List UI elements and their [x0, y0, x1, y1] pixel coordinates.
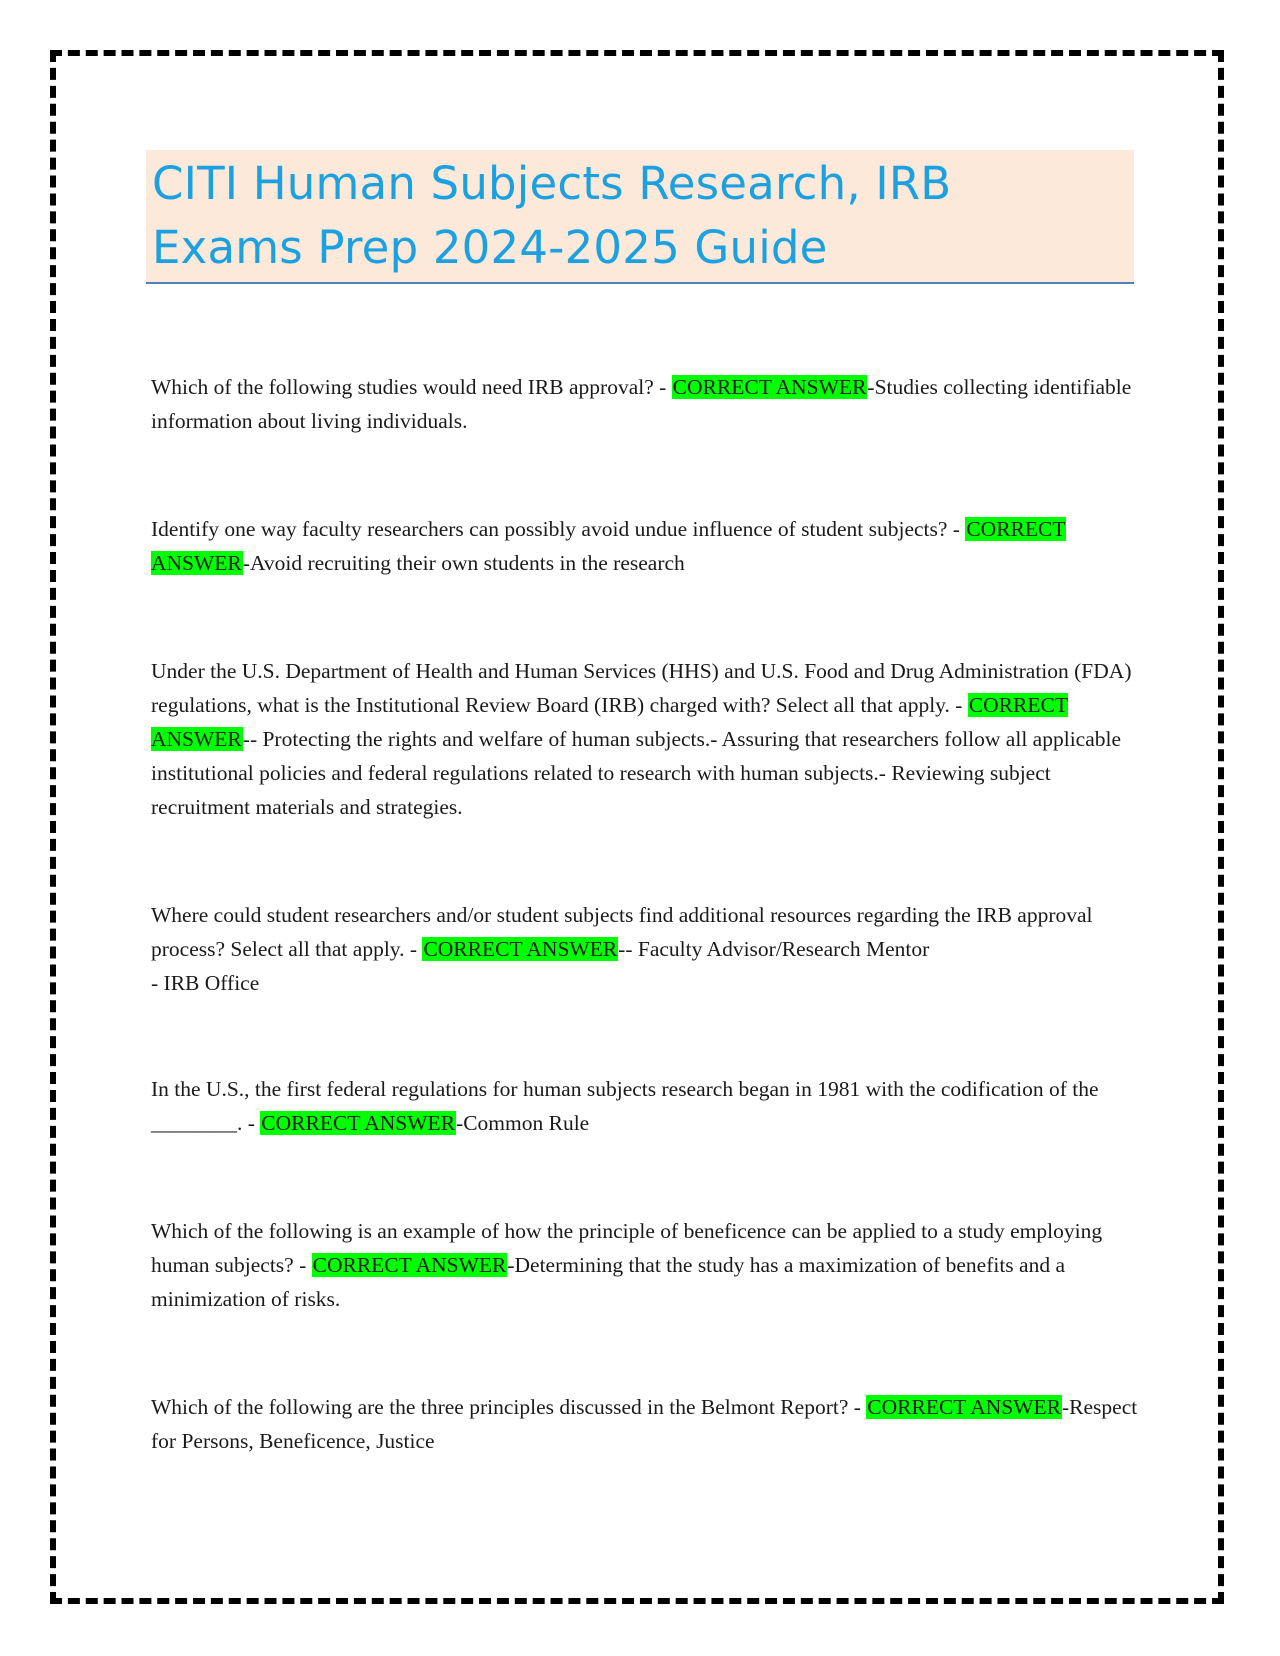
qa-item-3	[151, 654, 1141, 824]
answer-text: -- Protecting the rights and welfare of human subjects.- Assuring that researchers follow all applicable institutional policies and federal regulations related to research with human subjects.- Reviewing subject recruitment materials and strategies.	[151, 727, 1122, 819]
answer-text: -- Faculty Advisor/Research Mentor	[618, 937, 930, 961]
qa-list	[151, 370, 1141, 1458]
document-title-line-1: CITI Human Subjects Research, IRB	[152, 157, 952, 210]
qa-item-4-extra: - IRB Office	[151, 971, 260, 995]
qa-item-6	[151, 1214, 1141, 1316]
document-title-line-2: Exams Prep 2024-2025 Guide	[152, 221, 828, 274]
correct-answer-label: CORRECT ANSWER	[312, 1253, 507, 1277]
question-text: Identify one way faculty researchers can possibly avoid undue influence of student subjects? -	[151, 517, 966, 541]
correct-answer-label: CORRECT ANSWER	[261, 1111, 456, 1135]
qa-item-2	[151, 512, 1141, 580]
document-title-block	[146, 150, 1134, 284]
question-text: Which of the following is an example of how the principle of beneficence can be applied to a study employing human subjects? -	[151, 1219, 1103, 1277]
answer-text: -Avoid recruiting their own students in the research	[242, 551, 685, 575]
correct-answer-label: CORRECT ANSWER	[151, 693, 1068, 751]
question-text: Under the U.S. Department of Health and Human Services (HHS) and U.S. Food and Drug Administration (FDA) regulations, what is the Institutional Review Board (IRB) charged with? Select all that apply. -	[151, 659, 1132, 717]
question-text: In the U.S., the first federal regulations for human subjects research began in 1981 with the codification of the ________. -	[151, 1077, 1099, 1135]
correct-answer-label: CORRECT ANSWER	[151, 517, 1066, 575]
question-text: Which of the following studies would need IRB approval? -	[151, 375, 672, 399]
answer-text: -Respect for Persons, Beneficence, Justice	[151, 1395, 1138, 1453]
question-text: Where could student researchers and/or student subjects find additional resources regarding the IRB approval process? Select all that apply. -	[151, 903, 1093, 961]
answer-text: -Studies collecting identifiable information about living individuals.	[151, 375, 1132, 433]
answer-text: -Common Rule	[456, 1111, 590, 1135]
correct-answer-label: CORRECT ANSWER	[867, 1395, 1062, 1419]
question-text: Which of the following are the three principles discussed in the Belmont Report? -	[151, 1395, 867, 1419]
qa-item-1	[151, 370, 1141, 438]
correct-answer-label: CORRECT ANSWER	[672, 375, 867, 399]
answer-text: -Determining that the study has a maximization of benefits and a minimization of risks.	[151, 1253, 1066, 1311]
qa-item-7	[151, 1390, 1141, 1458]
correct-answer-label: CORRECT ANSWER	[423, 937, 618, 961]
qa-item-5	[151, 1072, 1141, 1140]
qa-item-4	[151, 898, 1141, 966]
